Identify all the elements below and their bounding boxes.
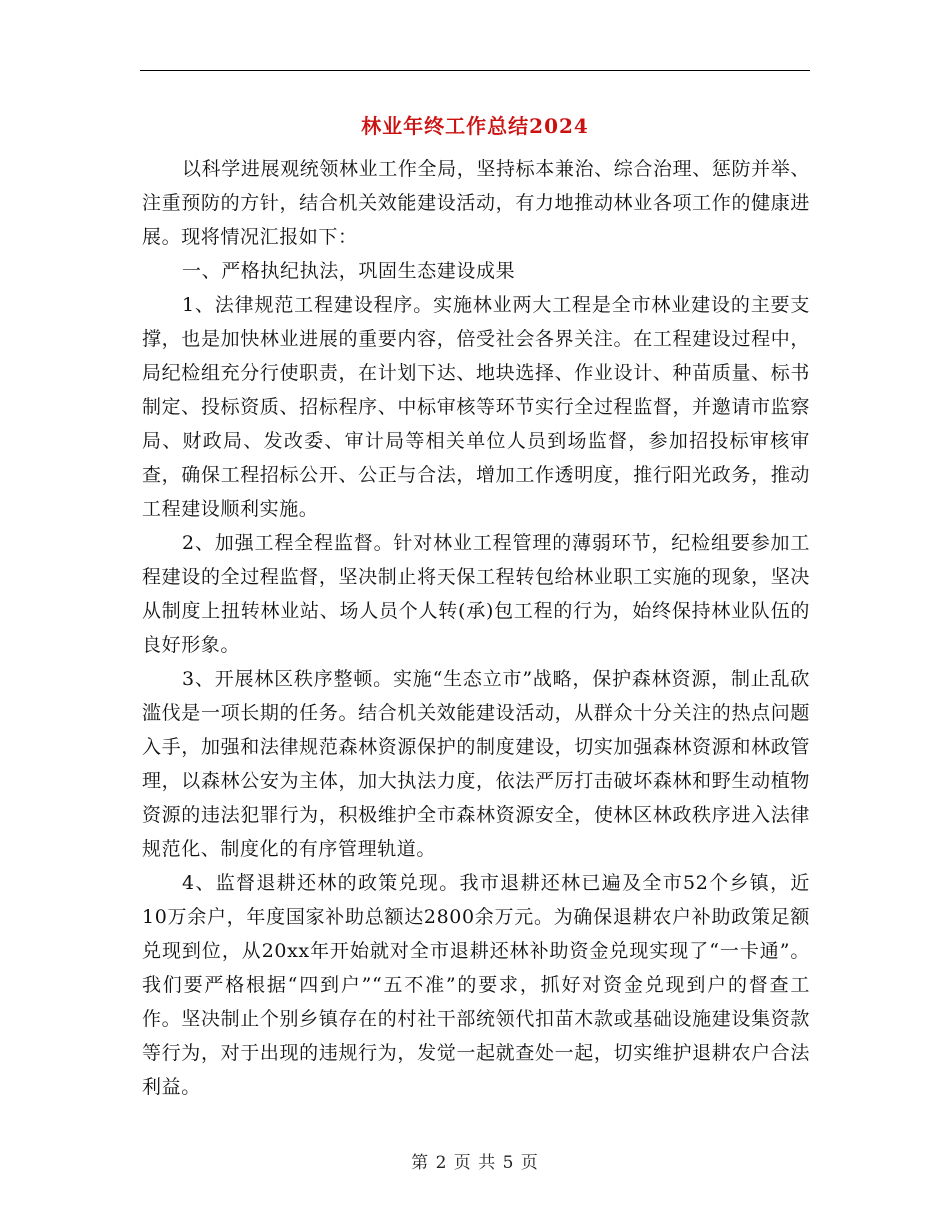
intro-paragraph: 以科学进展观统领林业工作全局，坚持标本兼治、综合治理、惩防并举、注重预防的方针，结合机关效能建设活动，有力地推动林业各项工作的健康进展。现将情况汇报如下： — [142, 158, 810, 248]
page-number-footer: 第 2 页 共 5 页 — [411, 1153, 539, 1173]
section-heading: 一、严格执纪执法，巩固生态建设成果 — [182, 260, 516, 282]
paragraph-item-2: 2、加强工程全程监督。针对林业工程管理的薄弱环节，纪检组要参加工程建设的全过程监督，坚决制止将天保工程转包给林业职工实施的现象，坚决从制度上扭转林业站、场人员个人转(承)包工程的行为，始终保持林业队伍的良好形象。 — [142, 532, 810, 656]
paragraph-item-1: 1、法律规范工程建设程序。实施林业两大工程是全市林业建设的主要支撑，也是加快林业进展的重要内容，倍受社会各界关注。在工程建设过程中，局纪检组充分行使职责，在计划下达、地块选择、作业设计、种苗质量、标书制定、投标资质、招标程序、中标审核等环节实行全过程监督，并邀请市监察局、财政局、发改委、审计局等相关单位人员到场监督，参加招投标审核审查，确保工程招标公开、公正与合法，增加工作透明度，推行阳光政务，推动工程建设顺利实施。 — [142, 294, 810, 520]
header-rule — [140, 70, 810, 71]
paragraph-item-3: 3、开展林区秩序整顿。实施“生态立市”战略，保护森林资源，制止乱砍滥伐是一项长期的任务。结合机关效能建设活动，从群众十分关注的热点问题入手，加强和法律规范森林资源保护的制度建设，切实加强森林资源和林政管理，以森林公安为主体，加大执法力度，依法严厉打击破坏森林和野生动植物资源的违法犯罪行为，积极维护全市森林资源安全，使林区林政秩序进入法律规范化、制度化的有序管理轨道。 — [142, 668, 810, 860]
document-body — [142, 152, 810, 1104]
document-title: 林业年终工作总结2024 — [361, 114, 589, 138]
paragraph-item-4: 4、监督退耕还林的政策兑现。我市退耕还林已遍及全市52个乡镇，近10万余户，年度国家补助总额达2800余万元。为确保退耕农户补助政策足额兑现到位，从20xx年开始就对全市退耕还林补助资金兑现实现了“一卡通”。我们要严格根据“四到户”“五不准”的要求，抓好对资金兑现到户的督查工作。坚决制止个别乡镇存在的村社干部统领代扣苗木款或基础设施建设集资款等行为，对于出现的违规行为，发觉一起就查处一起，切实维护退耕农户合法利益。 — [142, 872, 810, 1098]
